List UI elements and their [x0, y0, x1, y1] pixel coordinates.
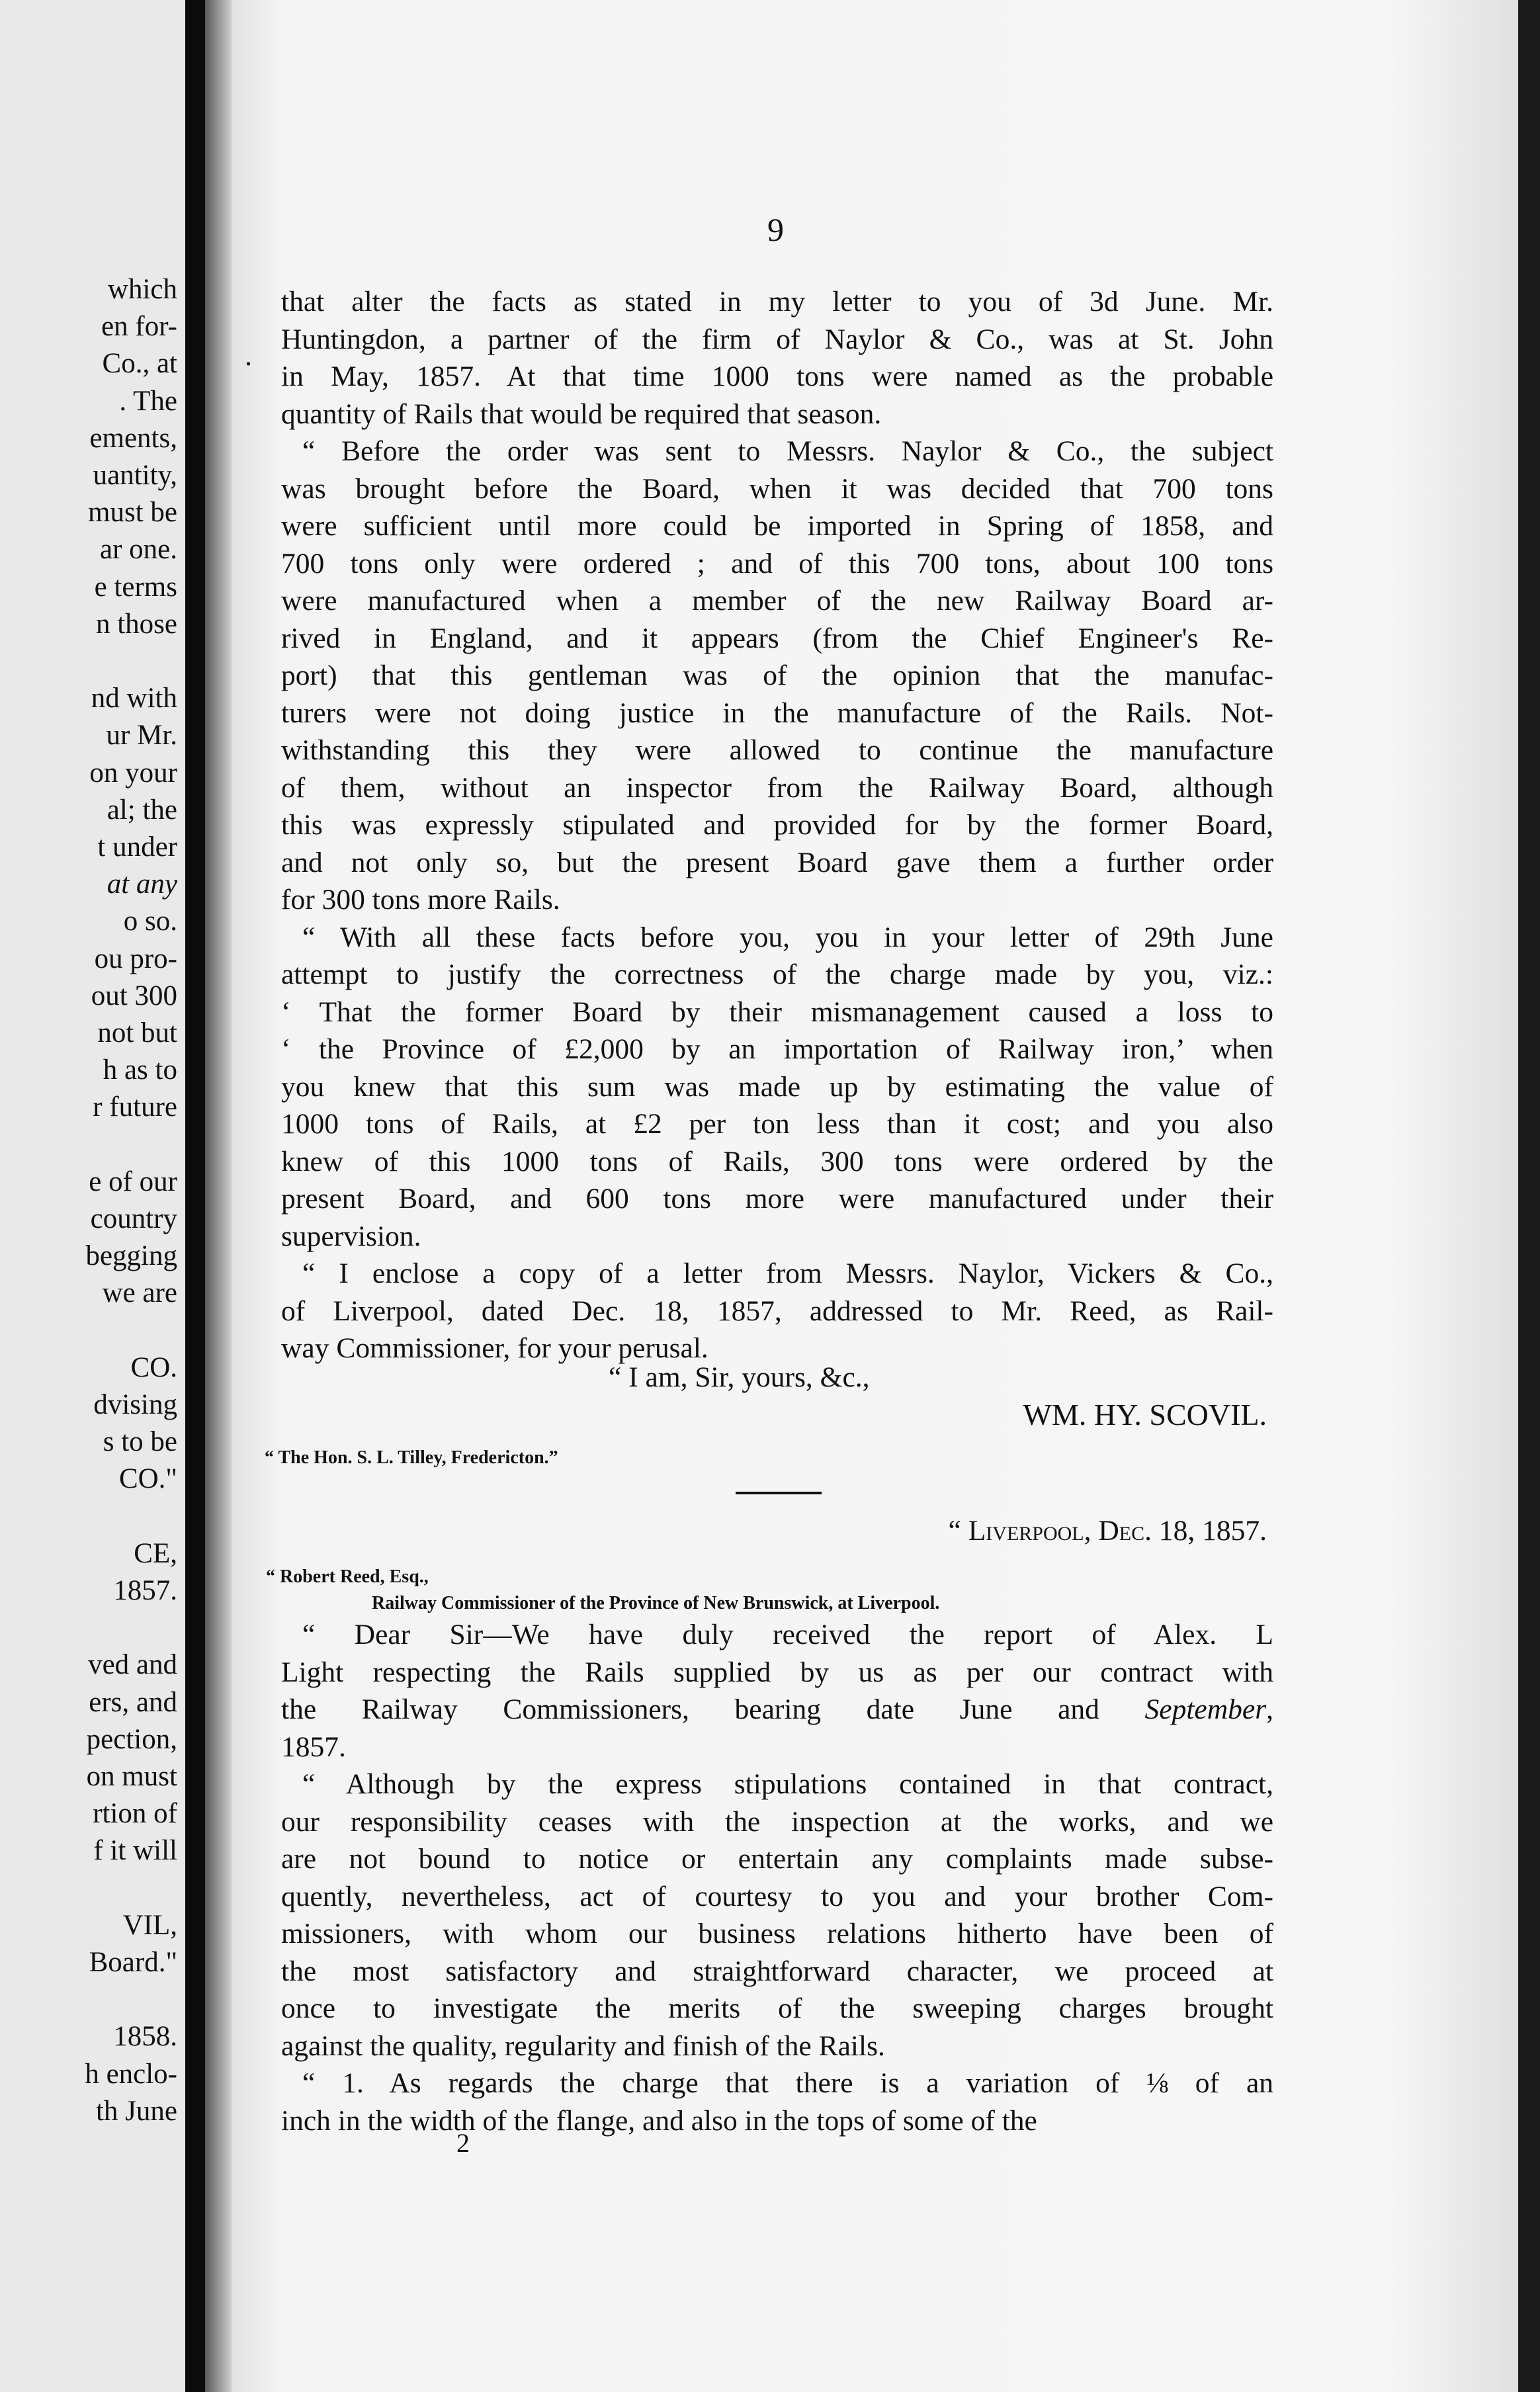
facing-page-line: s to be: [103, 1426, 177, 1458]
paragraph-enclosure: [281, 1255, 1273, 1367]
facing-page-line: 1857.: [113, 1575, 177, 1606]
text-line: for 300 tons more Rails.: [281, 884, 560, 916]
facing-page-line: uantity,: [93, 460, 177, 491]
text-line: are not bound to notice or entertain any complaints made subse-: [281, 1843, 1273, 1875]
text-line: the most satisfactory and straightforward character, we proceed at: [281, 1955, 1273, 1987]
text-line: missioners, with whom our business relations hitherto have been of: [281, 1918, 1273, 1949]
printer-signature-mark: 2: [456, 2128, 470, 2158]
text-line: 700 tons only were ordered ; and of this 700 tons, about 100 tons: [281, 547, 1273, 579]
facing-page-line: t under: [97, 832, 177, 863]
text-line: rived in England, and it appears (from the Chief Engineer's Re-: [281, 622, 1273, 654]
facing-page-line: pection,: [86, 1723, 177, 1755]
text-line: 1857.: [281, 1730, 346, 1763]
facing-page-line: ved and: [88, 1649, 177, 1681]
text-line: inch in the width of the flange, and also in the tops of some of the: [281, 2104, 1037, 2137]
dateline: “ Liverpool, Dec. 18, 1857.: [948, 1515, 1267, 1547]
text-line: and not only so, but the present Board gave them a further order: [281, 846, 1273, 878]
text-line: way Commissioner, for your perusal.: [281, 1332, 708, 1364]
letter-closing: [281, 1359, 1273, 1433]
text-line: “ 1. As regards the charge that there is a variation of ⅛ of an: [302, 2067, 1273, 2099]
text-line: once to investigate the merits of the sweeping charges brought: [281, 1992, 1273, 2024]
letter-paragraph-1: [281, 1616, 1273, 1766]
letter-body: [281, 1616, 1273, 2139]
facing-page-line: VIL,: [122, 1909, 177, 1941]
facing-page-line: ur Mr.: [106, 720, 177, 751]
italic-word: September: [1144, 1693, 1267, 1725]
facing-page-line: th June: [95, 2095, 177, 2127]
facing-page-line: begging: [85, 1240, 177, 1272]
facing-page-line: ers, and: [89, 1686, 177, 1718]
text-line: turers were not doing justice in the manufacture of the Rails. Not-: [281, 697, 1273, 729]
facing-page-line: e terms: [94, 571, 177, 603]
text-line: ‘ the Province of £2,000 by an importation of Railway iron,’ when: [281, 1033, 1273, 1065]
closing-line: “ I am, Sir, yours, &c.,: [609, 1361, 870, 1393]
text-line: you knew that this sum was made up by estimating the value of: [281, 1070, 1273, 1103]
text-line: present Board, and 600 tons more were manufactured under their: [281, 1183, 1273, 1215]
text-line: “ Before the order was sent to Messrs. Naylor & Co., the subject: [302, 435, 1273, 467]
address-title: Railway Commissioner of the Province of New Brunswick, at Liverpool.: [372, 1593, 940, 1613]
facing-page-fragment: [0, 0, 185, 2392]
facing-page-line: at any: [107, 869, 177, 900]
facing-page-line: dvising: [93, 1389, 177, 1420]
text-line: were manufactured when a member of the new Railway Board ar-: [281, 585, 1273, 617]
facing-page-line: country: [90, 1203, 177, 1234]
text-line: Light respecting the Rails supplied by us as per our contract with: [281, 1656, 1273, 1688]
letter-paragraph-2: [281, 1766, 1273, 2065]
facing-page-line: ou pro-: [94, 943, 177, 974]
text-line: 1000 tons of Rails, at £2 per ton less than it cost; and you also: [281, 1108, 1273, 1140]
facing-page-line: out 300: [91, 980, 177, 1011]
text-line: “ Dear Sir—We have duly received the report of Alex. L: [302, 1619, 1273, 1650]
facing-page-line: al; the: [107, 794, 177, 826]
text-line: quantity of Rails that would be required that season.: [281, 398, 882, 430]
margin-dot: .: [245, 339, 252, 372]
text-line: port) that this gentleman was of the opinion that the manufac-: [281, 660, 1273, 691]
facing-page-line: n those: [95, 608, 177, 640]
page-number: 9: [767, 211, 784, 248]
facing-page-line: . The: [119, 385, 177, 417]
signature: WM. HY. SCOVIL.: [1023, 1397, 1267, 1431]
facing-page-line: f it will: [93, 1835, 177, 1867]
facing-page-line: ar one.: [100, 534, 177, 566]
text-line: were sufficient until more could be imported in Spring of 1858, and: [281, 510, 1273, 542]
facing-page-line: 1858.: [113, 2021, 177, 2053]
facing-page-line: CE,: [134, 1537, 177, 1569]
addressee: “ The Hon. S. L. Tilley, Fredericton.”: [265, 1447, 558, 1468]
facing-page-line: h enclo-: [85, 2058, 177, 2090]
text-line: in May, 1857. At that time 1000 tons were named as the probable: [281, 361, 1273, 392]
text-line: attempt to justify the correctness of the charge made by you, viz.:: [281, 959, 1273, 990]
text-line: this was expressly stipulated and provided for by the former Board,: [281, 809, 1273, 841]
text-line: the Railway Commissioners, bearing date June and September,: [281, 1693, 1273, 1725]
text-line: “ Although by the express stipulations contained in that contract,: [302, 1768, 1273, 1800]
addressee-block: [265, 1445, 1257, 1471]
facing-page-line: we are: [102, 1277, 177, 1309]
facing-page-line: nd with: [91, 683, 177, 714]
facing-page-line: ements,: [89, 422, 177, 454]
facing-page-line: on your: [89, 757, 177, 789]
text-line: ‘ That the former Board by their mismanagement caused a loss to: [281, 996, 1273, 1028]
facing-page-line: Board.": [89, 1947, 177, 1978]
text-line: against the quality, regularity and finish of the Rails.: [281, 2029, 885, 2062]
facing-page-line: Co., at: [102, 348, 177, 380]
facing-page-line: en for-: [101, 311, 177, 343]
facing-page-line: on must: [86, 1761, 177, 1792]
facing-page-line: CO.": [118, 1463, 177, 1495]
page-edge: [1518, 0, 1540, 2392]
text-line: “ With all these facts before you, you in your letter of 29th June: [302, 921, 1273, 953]
text-line: of them, without an inspector from the Railway Board, although: [281, 771, 1273, 804]
facing-page-line: o so.: [123, 906, 177, 937]
letter-address: [266, 1564, 1258, 1617]
facing-page-line: h as to: [103, 1054, 177, 1086]
text-line: knew of this 1000 tons of Rails, 300 tons were ordered by the: [281, 1145, 1273, 1177]
text-line: our responsibility ceases with the inspection at the works, and we: [281, 1805, 1273, 1838]
facing-page-line: must be: [88, 497, 177, 529]
text-line: that alter the facts as stated in my letter to you of 3d June. Mr.: [281, 286, 1273, 318]
text-column: [281, 283, 1273, 1367]
facing-page-line: rtion of: [93, 1798, 177, 1830]
text-line: “ I enclose a copy of a letter from Messrs. Naylor, Vickers & Co.,: [302, 1258, 1273, 1289]
section-divider: [736, 1492, 822, 1494]
text-line: Huntingdon, a partner of the firm of Naylor & Co., was at St. John: [281, 323, 1273, 355]
text-line: quently, nevertheless, act of courtesy to you and your brother Com-: [281, 1880, 1273, 1912]
facing-page-line: r future: [93, 1091, 177, 1123]
text-line: of Liverpool, dated Dec. 18, 1857, addressed to Mr. Reed, as Rail-: [281, 1295, 1273, 1327]
paragraph-order-history: [281, 433, 1273, 919]
facing-page-line: CO.: [130, 1351, 177, 1383]
continuation-paragraph: [281, 283, 1273, 433]
facing-page-line: not but: [97, 1017, 177, 1048]
text-line: was brought before the Board, when it was decided that 700 tons: [281, 472, 1273, 505]
dateline-block: [281, 1512, 1273, 1550]
address-name: “ Robert Reed, Esq.,: [266, 1566, 429, 1587]
letter-paragraph-3: [281, 2065, 1273, 2139]
text-line: withstanding this they were allowed to continue the manufacture: [281, 734, 1273, 766]
gutter-shadow: [205, 0, 232, 2392]
book-gutter: [185, 0, 205, 2392]
text-line: supervision.: [281, 1220, 421, 1252]
facing-page-line: e of our: [89, 1166, 177, 1197]
paragraph-charge: [281, 919, 1273, 1256]
facing-page-line: which: [107, 274, 177, 305]
